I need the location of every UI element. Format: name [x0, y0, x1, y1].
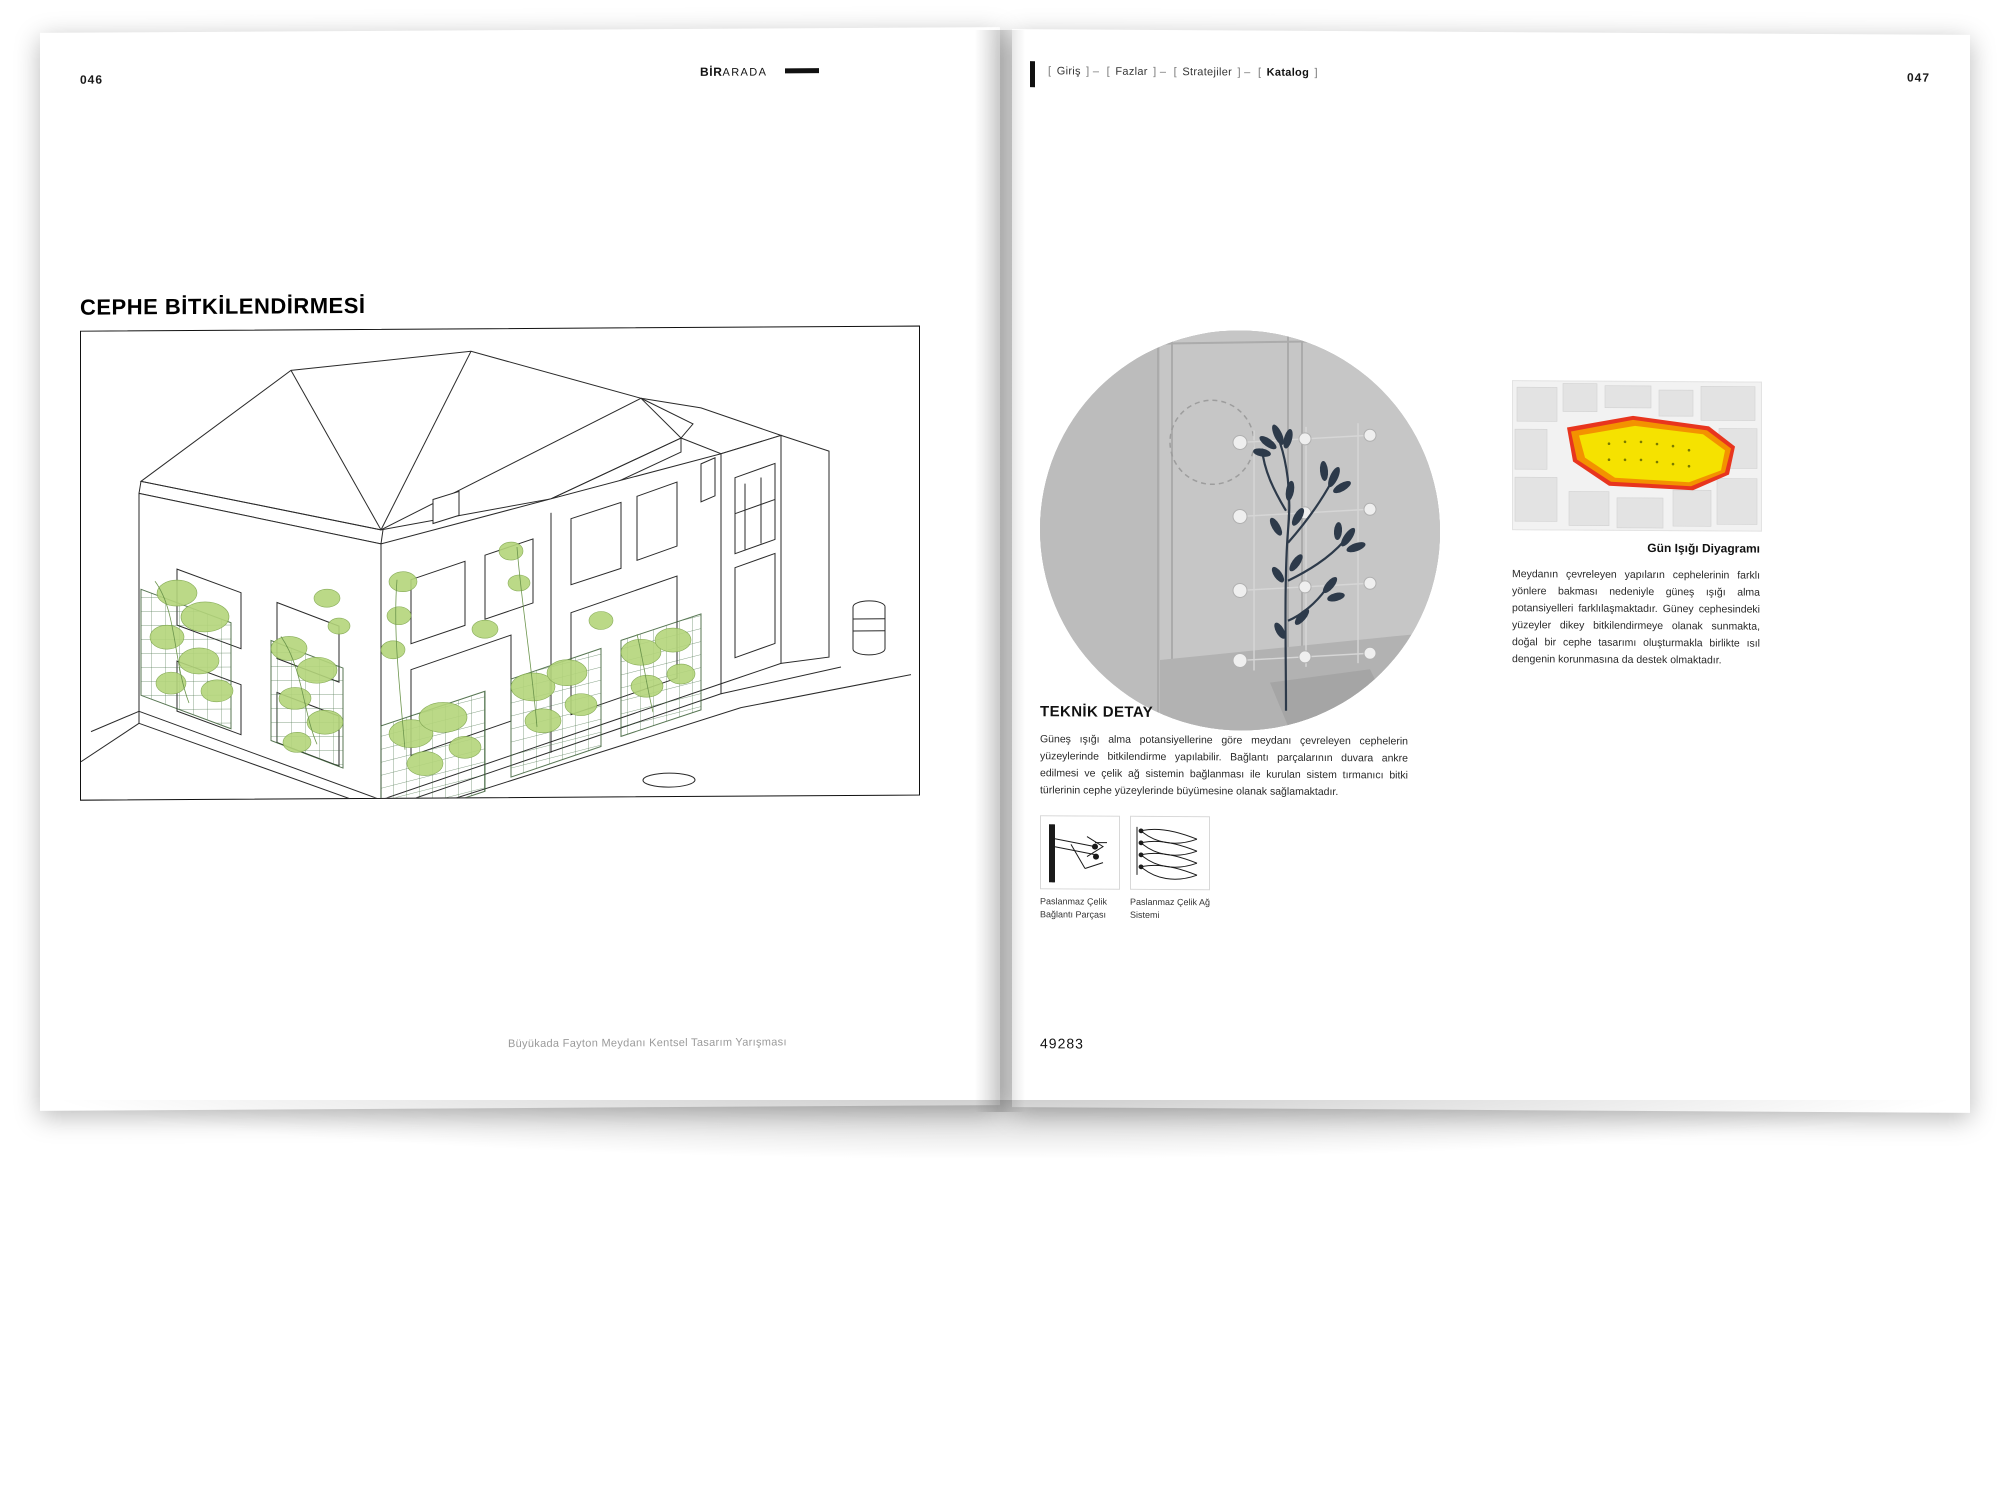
project-number: 49283: [1040, 1035, 1084, 1052]
daylight-heatmap: [1513, 381, 1761, 531]
cable-trellis-render: [1040, 329, 1440, 731]
cable-mesh-drawing: [1131, 817, 1209, 889]
bracket-open-1: [: [1048, 65, 1055, 78]
detail-mesh-image: [1130, 816, 1210, 890]
detail-anchor-label: Paslanmaz Çelik Bağlantı Parçası: [1040, 896, 1108, 920]
anchor-piece-drawing: [1041, 816, 1119, 888]
nav-rule: [1030, 61, 1035, 87]
bracket-open-2: [: [1106, 65, 1114, 78]
technical-detail-render: [1040, 329, 1440, 731]
brand-light: ARADA: [722, 66, 768, 79]
breadcrumb: [1046, 65, 1320, 79]
left-page: [40, 27, 1000, 1111]
detail-mesh-label: Paslanmaz Çelik Ağ Sistemi: [1130, 896, 1211, 921]
bracket-close-3: ] –: [1234, 66, 1254, 79]
left-page-folio: 046: [80, 72, 104, 87]
breadcrumb-item-stratejiler[interactable]: Stratejiler: [1182, 66, 1233, 79]
right-page-folio: 047: [1906, 70, 1930, 85]
facade-axonometric-illustration: [81, 327, 919, 800]
street-bollard-icon: [853, 601, 885, 655]
bracket-open-4: [: [1257, 66, 1265, 79]
right-page: [1012, 29, 1970, 1113]
bracket-close-1: ] –: [1082, 65, 1103, 78]
left-page-footer-caption: Büyükada Fayton Meydanı Kentsel Tasarım Yarışması: [508, 1036, 787, 1051]
technical-detail-paragraph: Güneş ışığı alma potansiyellerine göre meydanı çevreleyen cephelerin yüzeylerinde bitkilendirme yapılabilir. Bağlantı parçalarının duvara ankre edilmesi ve çelik ağ sistemin bağlanması ile kurulan sistem tırmanıcı bitki türlerinin cephe yüzeylerinde büyümesine olanak sağlamaktadır.: [1040, 733, 1408, 799]
breadcrumb-item-fazlar[interactable]: Fazlar: [1115, 65, 1148, 78]
page-title: CEPHE BİTKİLENDİRMESİ: [80, 292, 366, 320]
facade-illustration-frame: [80, 326, 920, 801]
daylight-diagram-image: [1512, 380, 1762, 532]
daylight-diagram-caption: Gün Işığı Diyagramı: [1647, 540, 1760, 556]
breadcrumb-item-katalog[interactable]: Katalog: [1266, 66, 1310, 79]
ground-marker: [643, 773, 695, 787]
brand-wordmark: [700, 64, 767, 78]
brand-rule: [785, 68, 819, 73]
brand-strong: BİR: [700, 64, 723, 79]
bracket-close-4: ]: [1311, 66, 1318, 79]
bracket-close-2: ] –: [1149, 65, 1170, 79]
breadcrumb-item-giris[interactable]: Giriş: [1056, 65, 1081, 78]
bracket-open-3: [: [1173, 66, 1181, 79]
daylight-paragraph: Meydanın çevreleyen yapıların cephelerinin farklı yönlere bakması nedeniyle güneş ışığı alma potansiyelleri farklılaşmaktadır. Güney cephesindeki yüzeyler dikey bitkilendirmeye olanak sunmakta, doğal bir cephe tasarımı oluşturmakla birlikte ısıl dengenin korunmasına da destek olmaktadır.: [1512, 568, 1760, 667]
detail-anchor-image: [1040, 815, 1120, 889]
technical-detail-title: TEKNİK DETAY: [1040, 703, 1154, 721]
